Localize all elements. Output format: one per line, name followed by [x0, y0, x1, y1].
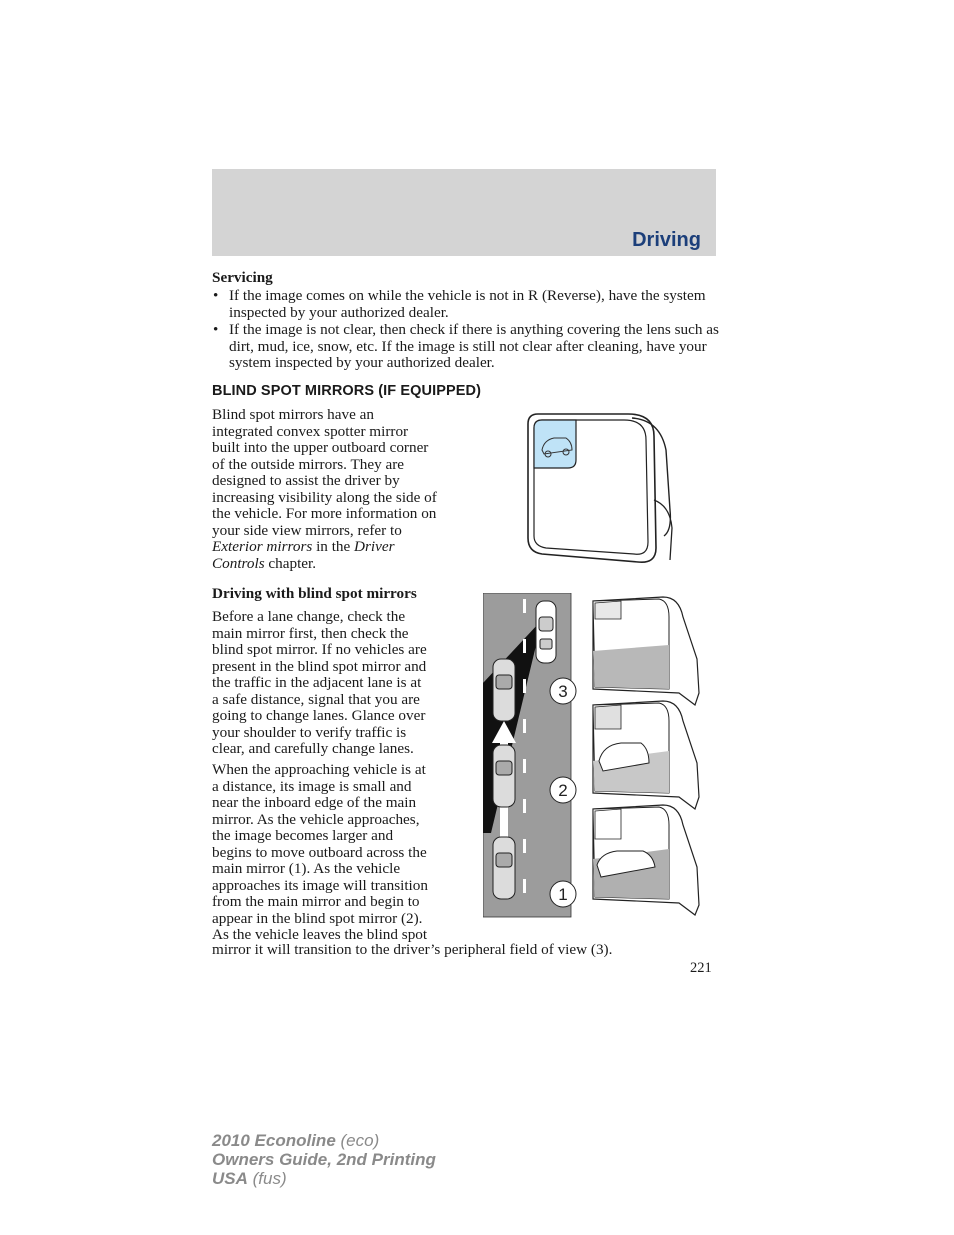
text-line: mirror. As the vehicle approaches, — [212, 810, 420, 828]
bullet-text: If the image is not clear, then check if there is anything covering the lens such as dirt, mud, ice, snow, etc. If the image is still not clear after cleaning, have your system inspected by your authorized dealer. — [229, 321, 719, 371]
step-number: 3 — [558, 682, 568, 701]
driving-with-heading: Driving with blind spot mirrors — [212, 585, 417, 602]
car-icon — [493, 745, 515, 807]
reference-controls: Controls — [212, 554, 265, 572]
text-line: present in the blind spot mirror and — [212, 657, 427, 675]
text-line: designed to assist the driver by — [212, 472, 400, 489]
text-line: the traffic in the adjacent lane is at — [212, 674, 422, 691]
bullet-text: If the image comes on while the vehicle is not in R (Reverse), have the system inspected by your authorized dealer. — [229, 287, 706, 321]
text-line: a safe distance, signal that you are — [212, 690, 420, 708]
servicing-heading: Servicing — [212, 269, 273, 286]
approaching-vehicle-last-line: mirror it will transition to the driver’s peripheral field of view (3). — [212, 941, 613, 958]
step-number: 1 — [558, 885, 568, 904]
footer-line — [212, 1150, 436, 1169]
reference-driver: Driver — [354, 538, 395, 555]
footer-model: 2010 Econoline — [212, 1131, 336, 1150]
mirror-view-3 — [593, 597, 699, 705]
text-line: near the inboard edge of the main — [212, 794, 417, 811]
text-line: As the vehicle leaves the blind spot — [212, 926, 428, 943]
text-line: integrated convex spotter mirror — [212, 422, 409, 440]
text-line: from the main mirror and begin to — [212, 893, 420, 910]
text-line: clear, and carefully change lanes. — [212, 740, 414, 757]
text-line: built into the upper outboard corner — [212, 439, 429, 456]
footer-line — [212, 1131, 436, 1150]
list-item: • If the image is not clear, then check if there is anything covering the lens such as dirt, mud, ice, snow, etc. If the image is still not clear after cleaning, have your system inspected by your authorized dealer. — [213, 321, 719, 371]
text-line: of the outside mirrors. They are — [212, 455, 405, 473]
text-line: main mirror first, then check the — [212, 624, 409, 642]
car-icon — [493, 837, 515, 899]
document-footer — [212, 1131, 436, 1188]
footer-region-code: (fus) — [247, 1169, 287, 1188]
text-fragment: chapter. — [264, 554, 317, 572]
lane-change-paragraph — [212, 609, 477, 758]
text-line: going to change lanes. Glance over — [212, 707, 426, 724]
text-line: Blind spot mirrors have an — [212, 406, 374, 423]
car-icon — [493, 659, 515, 721]
text-line: increasing visibility along the side of — [212, 488, 437, 506]
text-line: appear in the blind spot mirror (2). — [212, 909, 423, 927]
step-label-1 — [550, 881, 576, 907]
page-number: 221 — [690, 960, 712, 976]
reference-link-exterior-mirrors: Exterior mirrors — [212, 538, 313, 555]
footer-line — [212, 1169, 436, 1188]
text-line: When the approaching vehicle is at — [212, 761, 426, 778]
servicing-bullet-list — [212, 288, 722, 373]
list-item: • If the image comes on while the vehicle is not in R (Reverse), have the system inspected by your authorized dealer. — [213, 287, 706, 321]
mirror-view-1 — [593, 805, 699, 915]
text-line — [212, 556, 477, 573]
text-line: your shoulder to verify traffic is — [212, 723, 407, 741]
step-label-2 — [550, 777, 576, 803]
car-icon — [536, 601, 556, 663]
footer-model-code: (eco) — [335, 1131, 380, 1150]
lane-change-sequence-illustration — [483, 593, 705, 918]
text-line: main mirror (1). As the vehicle — [212, 860, 401, 877]
text-line — [212, 539, 477, 556]
blind-spot-title: BLIND SPOT MIRRORS (IF EQUIPPED) — [212, 383, 482, 399]
text-line: a distance, its image is small and — [212, 777, 412, 795]
text-line: Before a lane change, check the — [212, 608, 406, 625]
blind-spot-intro — [212, 407, 477, 572]
text-line: blind spot mirror. If no vehicles are — [212, 641, 427, 658]
section-header-band — [212, 169, 716, 256]
approaching-vehicle-paragraph — [212, 762, 477, 944]
text-line: the vehicle. For more information on — [212, 505, 437, 522]
text-fragment: in the — [312, 538, 355, 555]
text-line: begins to move outboard across the — [212, 843, 427, 861]
text-line: your side view mirrors, refer to — [212, 521, 402, 539]
section-title: Driving — [632, 229, 701, 251]
blind-spot-mirror-illustration — [520, 410, 680, 570]
mirror-view-2 — [593, 701, 699, 809]
footer-printing: Owners Guide, 2nd Printing — [212, 1150, 436, 1169]
step-number: 2 — [558, 781, 568, 800]
footer-region: USA — [212, 1169, 248, 1188]
text-line: approaches its image will transition — [212, 876, 428, 894]
step-label-3 — [550, 678, 576, 704]
text-line: the image becomes larger and — [212, 827, 394, 844]
